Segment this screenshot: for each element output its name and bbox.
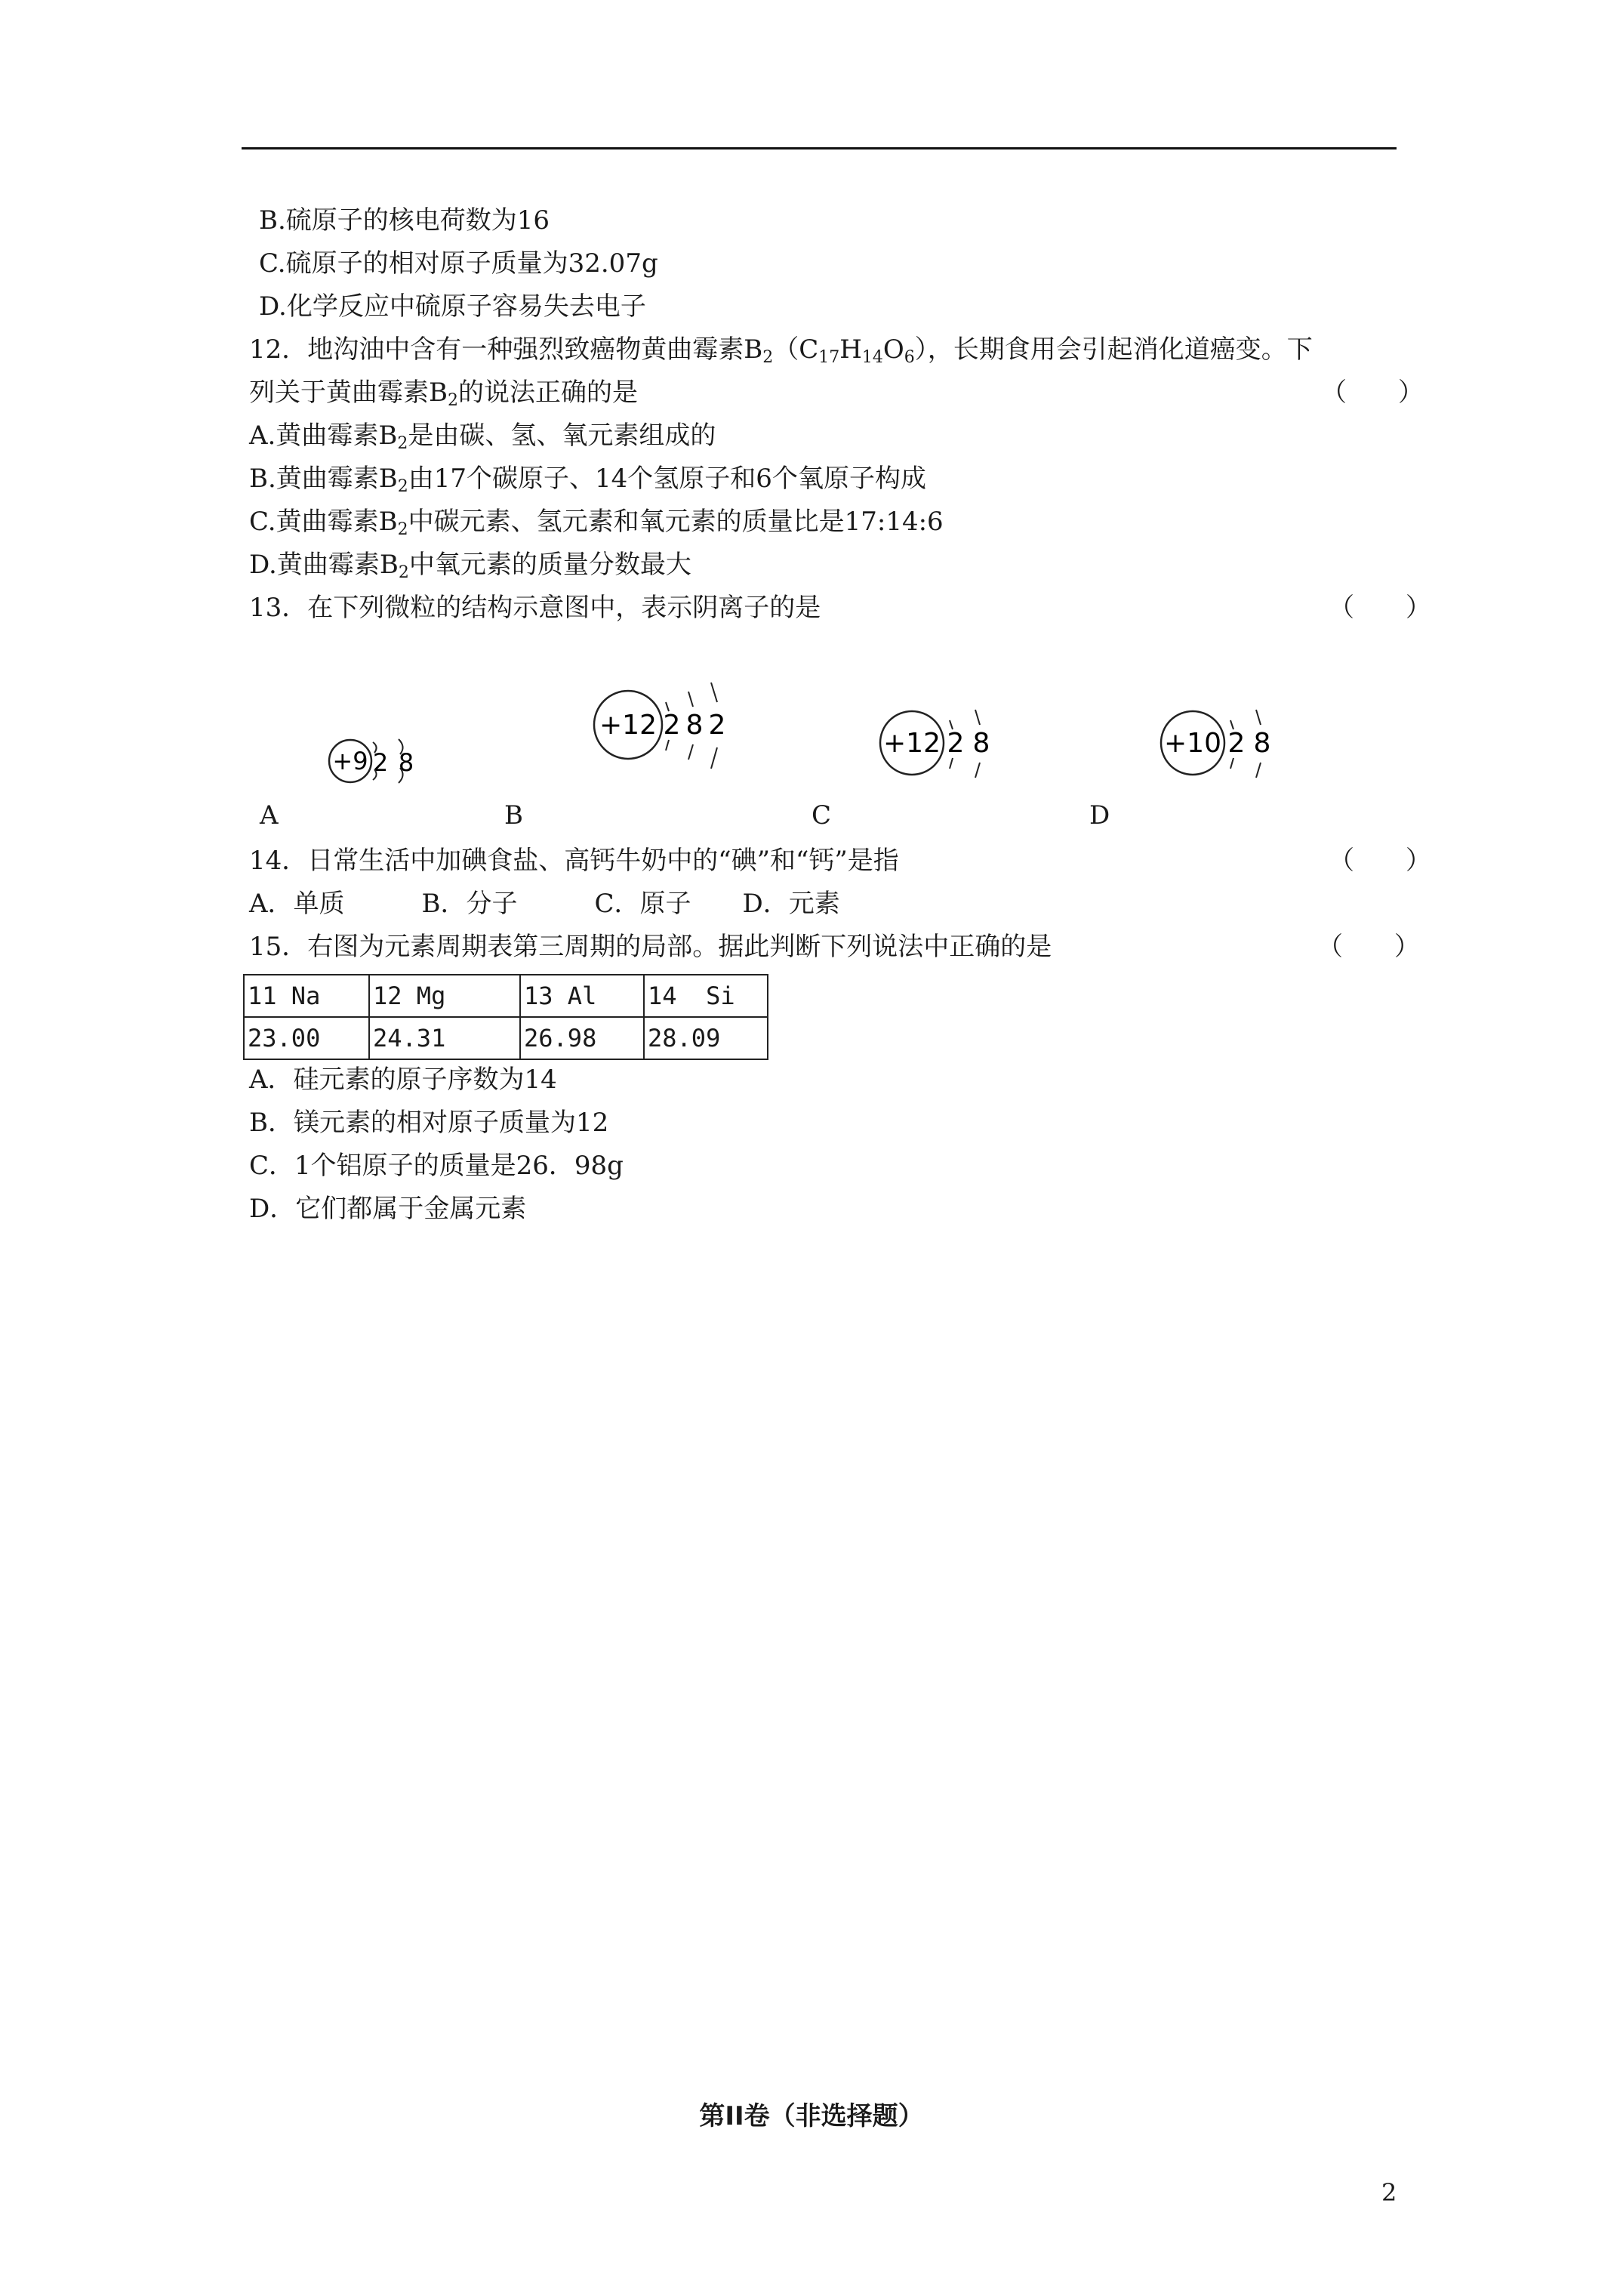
q12-option-a: A.黄曲霉素$B_2$是由碳、氢、氧元素组成的	[249, 421, 716, 453]
shell-arc	[1230, 758, 1233, 769]
shell-count: 8	[1253, 728, 1271, 759]
atom-diagram-c	[876, 704, 1004, 790]
nucleus-charge: +10	[1164, 728, 1221, 759]
shell-arc	[950, 758, 953, 769]
shell-count: 8	[685, 710, 704, 741]
shell-count: 2	[663, 710, 681, 741]
q15-option-a: A．硅元素的原子序数为14	[249, 1065, 557, 1095]
q15-option-b: B．镁元素的相对原子质量为12	[249, 1108, 609, 1138]
diagram-label-b: B	[504, 800, 523, 831]
diagram-label-c: C	[812, 800, 832, 831]
shell-arc	[711, 683, 717, 702]
nucleus-charge: +12	[599, 710, 657, 741]
shell-count: 2	[372, 748, 389, 777]
q11-option-b: B.硫原子的核电荷数为16	[259, 205, 550, 236]
q11-option-d: D.化学反应中硫原子容易失去电子	[259, 291, 646, 322]
table-row	[244, 975, 768, 1017]
diagram-label-a: A	[260, 800, 279, 831]
q15-stem: 15．右图为元素周期表第三周期的局部。据此判断下列说法中正确的是	[249, 932, 1052, 962]
q12-stem-line2: 列关于黄曲霉素$B_2$的说法正确的是	[249, 378, 638, 410]
q15-answer-blank: （ ）	[1317, 932, 1420, 962]
page-number: 2	[1381, 2178, 1397, 2207]
q13-answer-blank: （ ）	[1329, 593, 1431, 623]
shell-arc	[975, 710, 980, 725]
element-symbol-cell: 14 Si	[644, 975, 768, 1017]
element-symbol-cell: 12 Mg	[369, 975, 520, 1017]
shell-arc	[1256, 763, 1261, 778]
element-symbol-cell: 11 Na	[244, 975, 369, 1017]
q12-stem: 12．地沟油中含有一种强烈致癌物黄曲霉素$B_2(C_{17}H_{14}O_6)$，长期食用会引起消化道癌变。下	[249, 334, 1313, 367]
section-heading: 第II卷（非选择题）	[699, 2101, 924, 2131]
q12-option-b: B.黄曲霉素$B_2$由17个碳原子、14个氢原子和6个氧原子构成	[249, 464, 926, 496]
shell-count: 2	[708, 710, 726, 741]
nucleus-charge: +9	[332, 747, 368, 775]
q14-answer-blank: （ ）	[1329, 846, 1431, 876]
q13-stem: 13．在下列微粒的结构示意图中，表示阴离子的是	[249, 593, 821, 623]
shell-count: 2	[947, 728, 965, 759]
shell-arc	[1256, 710, 1261, 725]
element-mass-cell: 24.31	[369, 1017, 520, 1059]
shell-arc	[688, 692, 693, 707]
q11-option-c: C.硫原子的相对原子质量为32.07g	[259, 248, 658, 279]
atom-diagram-d	[1156, 704, 1285, 790]
q14-options: A．单质 B．分子 C．原子 D．元素	[249, 889, 840, 919]
nucleus-charge: +12	[883, 728, 941, 759]
element-mass-cell: 28.09	[644, 1017, 768, 1059]
q12-option-c: C.黄曲霉素$B_2$中碳元素、氢元素和氧元素的质量比是17:14:6	[249, 507, 944, 539]
q15-option-d: D．它们都属于金属元素	[249, 1194, 527, 1224]
atom-diagram-b	[590, 680, 741, 781]
shell-count: 8	[972, 728, 990, 759]
periodic-table-fragment	[243, 974, 768, 1060]
shell-arc	[975, 763, 980, 778]
shell-count: 2	[1227, 728, 1246, 759]
header-rule	[242, 147, 1397, 149]
q12-answer-blank: （ ）	[1321, 378, 1424, 408]
q15-option-c: C．1个铝原子的质量是26．98g	[249, 1151, 624, 1181]
shell-count: 8	[398, 748, 414, 777]
shell-arc	[711, 747, 717, 769]
q14-stem: 14．日常生活中加碘食盐、高钙牛奶中的“碘”和“钙”是指	[249, 846, 899, 876]
element-symbol-cell: 13 Al	[520, 975, 644, 1017]
atom-diagram-a	[326, 736, 432, 807]
shell-arc	[688, 744, 693, 760]
element-mass-cell: 23.00	[244, 1017, 369, 1059]
q12-option-d: D.黄曲霉素$B_2$中氧元素的质量分数最大	[249, 550, 691, 582]
shell-arc	[666, 740, 669, 750]
diagram-label-d: D	[1089, 800, 1110, 831]
table-row	[244, 1017, 768, 1059]
element-mass-cell: 26.98	[520, 1017, 644, 1059]
